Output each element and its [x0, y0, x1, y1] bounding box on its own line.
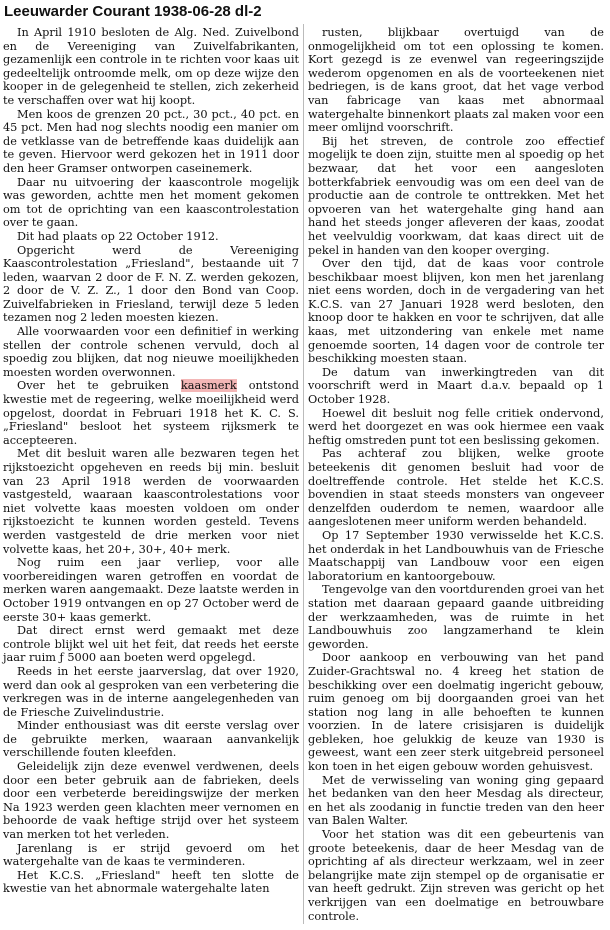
paragraph: Jarenlang is er strijd gevoerd om het watergehalte van de kaas te verminderen. — [3, 841, 299, 869]
paragraph: In April 1910 besloten de Alg. Ned. Zuivelbond en de Vereeniging van Zuivelfabrikanten, gezamenlijk een controle in te richten voor kaas uit gedeeltelijk ontroomde melk, om op deze wijze den kooper in de gelegenheid te stellen, zich zekerheid te verschaffen over wat hij koopt. — [3, 26, 299, 107]
paragraph: Bij het streven, de controle zoo effectief mogelijk te doen zijn, stuitte men al spoedig op het bezwaar, dat het voor een aangesloten botterkfabriek eenvoudig was om een deel van de productie aan de controle te onttrekken. Met het opvoeren van het watergehalte ging hand aan hand het steeds jonger afleveren der kaas, zoodat het veelvuldig voorkwam, dat kaas direct uit de pekel in handen van den kooper overging. — [308, 134, 604, 257]
paragraph: Alle voorwaarden voor een definitief in werking stellen der controle schenen vervuld, doch al spoedig zou blijken, dat nog nieuwe moeilijkheden moesten worden overwonnen. — [3, 325, 299, 379]
paragraph: Op 17 September 1930 verwisselde het K.C.S. het onderdak in het Landbouwhuis van de Friesche Maatschappij van Landbouw voor een eigen laboratorium en kantoorgebouw. — [308, 528, 604, 583]
paragraph: Met dit besluit waren alle bezwaren tegen het rijkstoezicht opgeheven en reeds bij min. besluit van 23 April 1918 werden de voorwaarden vastgesteld, waaraan kaascontrolestations voor niet volvette kaas moesten voldoen om onder rijkstoezicht te kunnen worden gesteld. Tevens werden vastgesteld de drie merken voor niet volvette kaas, het 20+, 30+, 40+ merk. — [3, 447, 299, 556]
paragraph: Pas achteraf zou blijken, welke groote beteekenis dit genomen besluit had voor de doeltreffende controle. Het stelde het K.C.S. bovendien in staat steeds monsters van ongeveer denzelfden ouderdom te nemen, waardoor alle aangeslotenen meer uniform werden behandeld. — [308, 447, 604, 529]
paragraph: Nog ruim een jaar verliep, voor alle voorbereidingen waren getroffen en voordat de merken waren aangemaakt. Deze laatste werden in October 1919 ontvangen en op 27 October werd de eerste 30+ kaas gemerkt. — [3, 556, 299, 624]
column-divider — [303, 24, 304, 924]
paragraph: Door aankoop en verbouwing van het pand Zuider-Grachtswal no. 4 kreeg het station de beschikking over een doelmatig ingericht gebouw, ruim genoeg om bij doorgaanden groei van het station nog lang in alle behoeften te kunnen voorzien. In de latere crisisjaren is duidelijk gebleken, hoe gelukkig de keuze van 1930 is geweest, want een zeer sterk uitgebreid personeel kon toen in het eigen gebouw worden gehuisvest. — [308, 651, 604, 774]
paragraph: Tengevolge van den voortdurenden groei van het station met daaraan gepaard gaande uitbreiding der werkzaamheden, was de ruimte in het Landbouwhuis zoo langzamerhand te klein geworden. — [308, 583, 604, 651]
paragraph: Over het te gebruiken kaasmerk ontstond kwestie met de regeering, welke moeilijkheid werd opgelost, doordat in Februari 1918 het K. C. S. „Friesland" besloot het systeem rijksmerk te accepteeren. — [3, 379, 299, 447]
paragraph: Voor het station was dit een gebeurtenis van groote beteekenis, daar de heer Mesdag van de oprichting af als directeur werkzaam, wel in zeer belangrijke mate zijn stempel op de organisatie er van heeft gedrukt. Zijn streven was gericht op het verkrijgen van een doelmatige en betrouwbare controle. — [308, 828, 604, 923]
right-column — [308, 26, 604, 923]
highlighted-word: kaasmerk — [180, 379, 237, 393]
paragraph: Dit had plaats op 22 October 1912. — [17, 229, 219, 243]
paragraph: Dat direct ernst werd gemaakt met deze controle blijkt wel uit het feit, dat reeds het eerste jaar ruim ƒ 5000 aan boeten werd opgelegd. — [3, 624, 299, 665]
paragraph: rusten, blijkbaar overtuigd van de onmogelijkheid om tot een oplossing te komen. Kort gezegd is ze evenwel van regeeringszijde wederom opgenomen en als de voorteekenen niet bedriegen, is de kans groot, dat het vage verbod van fabricage van kaas met abnormaal watergehalte binnenkort plaats zal maken voor een meer omlijnd voorschrift. — [308, 26, 604, 135]
paragraph: Hoewel dit besluit nog felle critiek ondervond, werd het doorgezet en was ook hiermee een vaak heftig omstreden punt tot een beslissing gekomen. — [308, 406, 604, 447]
paragraph: Met de verwisseling van woning ging gepaard het bedanken van den heer Mesdag als directeur, en het als zoodanig in functie treden van den heer van Balen Walter. — [308, 773, 604, 828]
paragraph: Minder enthousiast was dit eerste verslag over de gebruikte merken, waaraan aanvankelijk verschillende fouten kleefden. — [3, 719, 299, 760]
paragraph: Geleidelijk zijn deze evenwel verdwenen, deels door een beter gebruik aan de fabrieken, deels door een verbeterde bereidingswijze der merken Na 1923 werden geen klachten meer vernomen en behoorde de vaak heftige strijd over het systeem van merken tot het verleden. — [3, 760, 299, 842]
paragraph: Men koos de grenzen 20 pct., 30 pct., 40 pct. en 45 pct. Men had nog slechts noodig een manier om de vetklasse van de betreffende kaas duidelijk aan te geven. Hiervoor werd gekozen het in 1911 door den heer Gramser ontworpen caseinemerk. — [3, 107, 299, 175]
paragraph: Opgericht werd de Vereeniging Kaascontrolestation „Friesland", bestaande uit 7 leden, waarvan 2 door de F. N. Z. werden gekozen, 2 door de V. Z. Z., 1 door den Bond van Coop. Zuivelfabrieken in Friesland, terwijl deze 5 leden tezamen nog 2 leden moesten kiezen. — [3, 243, 299, 325]
page-header: Leeuwarder Courant 1938-06-28 dl-2 — [4, 3, 262, 20]
paragraph: Daar nu uitvoering der kaascontrole mogelijk was geworden, achtte men het moment gekomen om tot de oprichting van een kaascontrolestation over te gaan. — [3, 175, 299, 230]
paragraph: Het K.C.S. „Friesland" heeft ten slotte de kwestie van het abnormale watergehalte laten — [3, 868, 299, 896]
paragraph: De datum van inwerkingtreden van dit voorschrift werd in Maart d.a.v. bepaald op 1 October 1928. — [308, 365, 604, 407]
left-column — [3, 26, 299, 896]
paragraph: Over den tijd, dat de kaas voor controle beschikbaar moest blijven, kon men het jarenlang niet eens worden, doch in de vergadering van het K.C.S. van 27 Januari 1928 werd besloten, den knoop door te hakken en voor te schrijven, dat alle kaas, met uitzondering van enkele met name genoemde soorten, 14 dagen voor de controle ter beschikking moesten staan. — [308, 257, 604, 366]
paragraph: Reeds in het eerste jaarverslag, dat over 1920, werd dan ook al gesproken van een verbetering die verkregen was in de interne aangelegenheden van de Friesche Zuivelindustrie. — [3, 664, 299, 719]
